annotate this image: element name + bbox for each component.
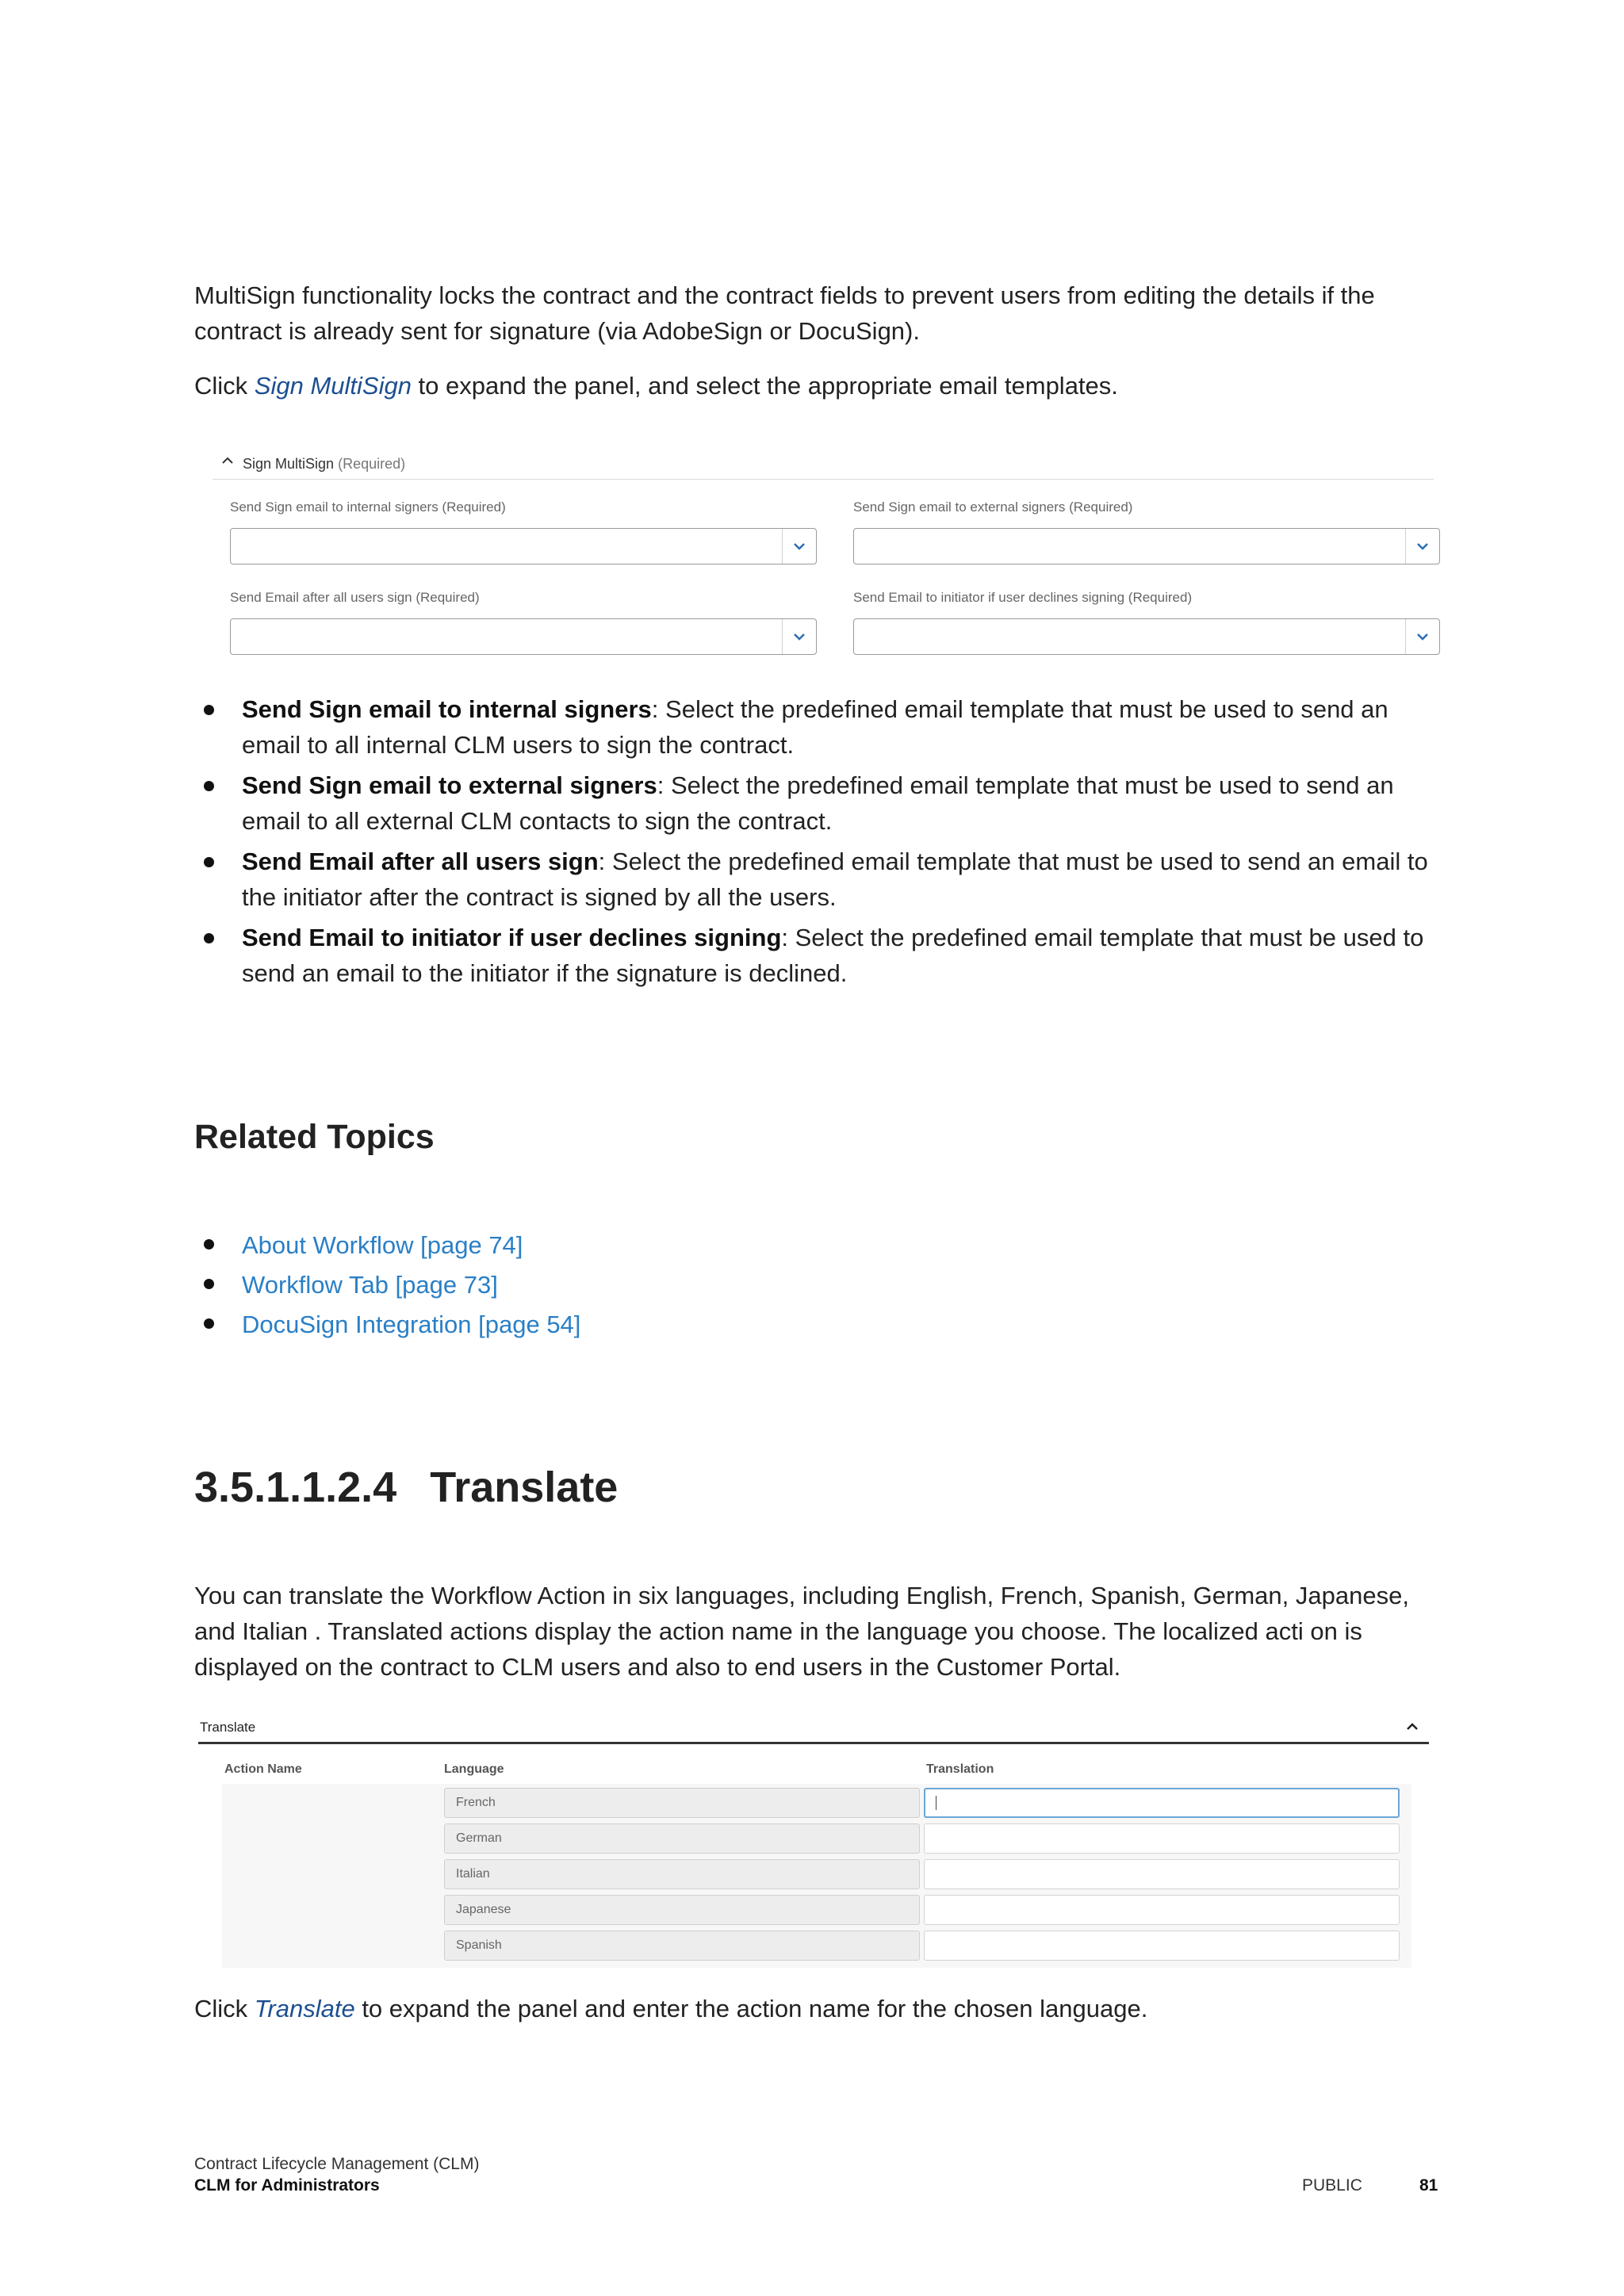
- footer-doc-title: Contract Lifecycle Management (CLM): [194, 2155, 480, 2173]
- translate-instruction: Click Translate to expand the panel and enter the action name for the chosen language.: [194, 1995, 1148, 2022]
- chevron-down-icon[interactable]: [782, 619, 816, 654]
- sign-multisign-reference: Sign MultiSign: [254, 372, 412, 400]
- language-cell: Italian: [444, 1859, 920, 1889]
- translate-table-body: [222, 1784, 1411, 1968]
- language-cell: Japanese: [444, 1895, 920, 1925]
- bullet-icon: [204, 705, 214, 715]
- list-item: Send Sign email to external signers: Select the predefined email template that must be used to send an email to all external CLM contacts to sign the contract.: [194, 767, 1447, 839]
- translation-input-spanish[interactable]: [924, 1931, 1400, 1961]
- declines-signing-label: Send Email to initiator if user declines signing (Required): [853, 590, 1193, 605]
- footer-classification: PUBLIC: [1302, 2176, 1362, 2195]
- section-title-text: Translate: [430, 1464, 619, 1511]
- translation-input-italian[interactable]: [924, 1859, 1400, 1889]
- related-link-about-workflow[interactable]: About Workflow [page 74]: [194, 1226, 1447, 1265]
- bullet-icon: [204, 857, 214, 867]
- bullet-icon: [204, 1318, 214, 1329]
- internal-signers-label: Send Sign email to internal signers (Required): [230, 499, 506, 515]
- translate-panel: [198, 1716, 1429, 1974]
- multisign-panel: [213, 450, 1434, 664]
- chevron-down-icon[interactable]: [1405, 619, 1439, 654]
- field-description-list: [194, 691, 1447, 991]
- intro-paragraph: MultiSign functionality locks the contract and the contract fields to prevent users from editing the details if the contract is already sent for signature (via AdobeSign or DocuSign).: [194, 281, 1375, 345]
- related-link-docusign-integration[interactable]: DocuSign Integration [page 54]: [194, 1305, 1447, 1345]
- chevron-down-icon[interactable]: [1405, 529, 1439, 564]
- footer-doc-subtitle: CLM for Administrators: [194, 2176, 380, 2195]
- translation-input-japanese[interactable]: [924, 1895, 1400, 1925]
- language-cell: German: [444, 1823, 920, 1854]
- related-link-workflow-tab[interactable]: Workflow Tab [page 73]: [194, 1265, 1447, 1305]
- footer-page-number: 81: [1419, 2176, 1438, 2195]
- list-item: Send Email to initiator if user declines signing: Select the predefined email template that must be used to send an email to the initiator if the signature is declined.: [194, 920, 1447, 991]
- intro-instruction: Click Sign MultiSign to expand the panel, and select the appropriate email templates.: [194, 372, 1118, 400]
- translate-panel-header[interactable]: [198, 1716, 1429, 1744]
- language-cell: French: [444, 1788, 920, 1818]
- bullet-icon: [204, 1239, 214, 1249]
- translate-paragraph: You can translate the Workflow Action in six languages, including English, French, Spanish, German, Japanese, and Italian . Translated actions display the action name in the language you choose. The localized acti on is displayed on the contract to CLM users and also to end users in the Customer Portal.: [194, 1582, 1409, 1681]
- list-item: Send Email after all users sign: Select the predefined email template that must be used to send an email to the initiator after the contract is signed by all the users.: [194, 844, 1447, 915]
- column-header-language: Language: [444, 1762, 504, 1776]
- column-header-action-name: Action Name: [224, 1762, 302, 1776]
- declines-signing-select[interactable]: [853, 618, 1440, 655]
- translate-panel-title: Translate: [200, 1720, 256, 1735]
- multisign-panel-header[interactable]: [213, 450, 1434, 480]
- translate-reference: Translate: [254, 1995, 355, 2022]
- bullet-icon: [204, 933, 214, 943]
- all-users-sign-select[interactable]: [230, 618, 817, 655]
- external-signers-label: Send Sign email to external signers (Required): [853, 499, 1133, 515]
- bullet-icon: [204, 781, 214, 791]
- all-users-sign-label: Send Email after all users sign (Required): [230, 590, 480, 605]
- list-item: Send Sign email to internal signers: Select the predefined email template that must be used to send an email to all internal CLM users to sign the contract.: [194, 691, 1447, 763]
- related-topics-list: [194, 1226, 1447, 1345]
- column-header-translation: Translation: [926, 1762, 994, 1776]
- translation-input-german[interactable]: [924, 1823, 1400, 1854]
- language-cell: Spanish: [444, 1931, 920, 1961]
- external-signers-select[interactable]: [853, 528, 1440, 564]
- section-title: [194, 1463, 618, 1512]
- section-number: 3.5.1.1.2.4: [194, 1464, 397, 1511]
- related-topics-heading: Related Topics: [194, 1118, 435, 1156]
- chevron-down-icon[interactable]: [782, 529, 816, 564]
- translation-input-french[interactable]: [924, 1788, 1400, 1818]
- internal-signers-select[interactable]: [230, 528, 817, 564]
- multisign-panel-title: Sign MultiSign (Required): [243, 456, 406, 472]
- bullet-icon: [204, 1279, 214, 1289]
- chevron-up-icon[interactable]: [1404, 1718, 1421, 1739]
- chevron-up-icon[interactable]: [220, 453, 235, 473]
